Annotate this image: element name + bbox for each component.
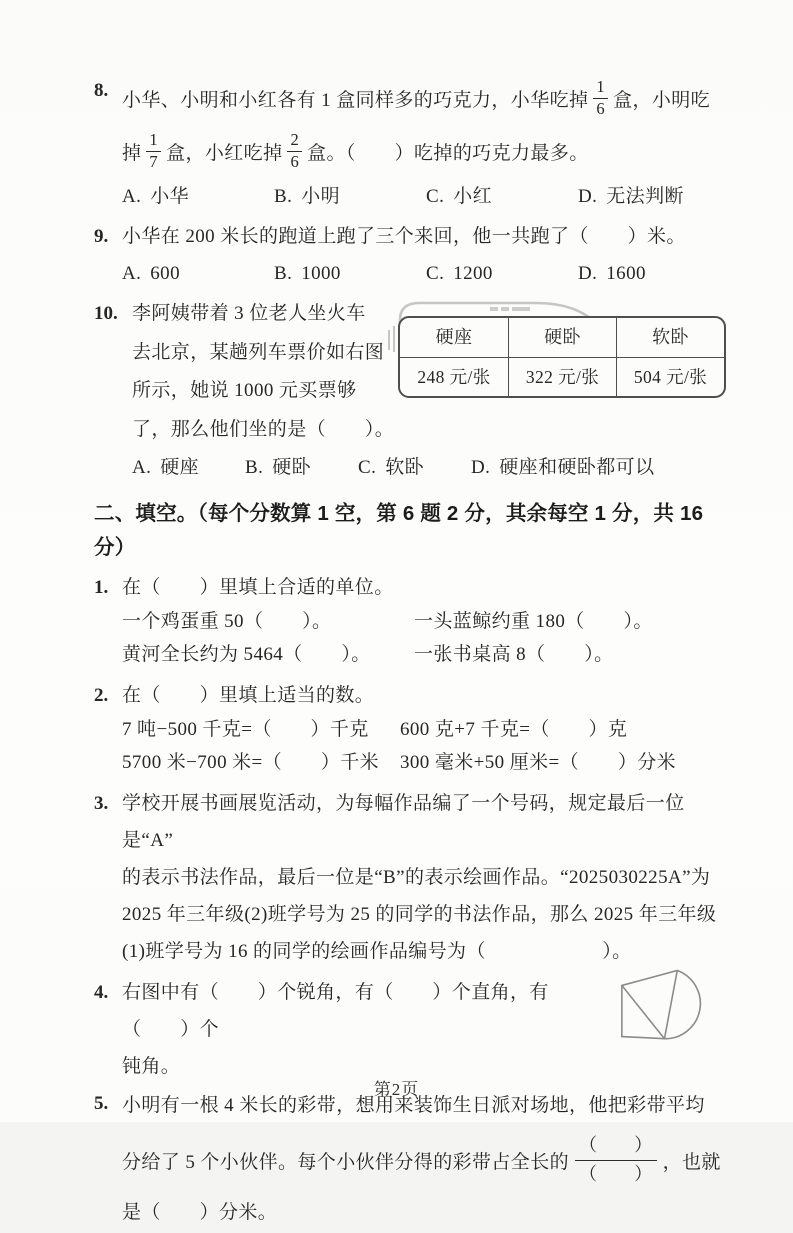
- q9-option-d: D. 1600: [578, 263, 646, 284]
- fill-q5-number: 5.: [94, 1093, 109, 1114]
- q1-whale-blank: 一头蓝鲸约重 180（ ）。: [414, 611, 653, 632]
- q10-option-d: D. 硬座和硬卧都可以: [471, 457, 655, 478]
- q8-option-d: D. 无法判断: [578, 186, 684, 207]
- q3-line-2: 的表示书法作品，最后一位是“B”的表示绘画作品。“2025030225A”为: [122, 867, 711, 888]
- q3-line-3: 2025 年三年级(2)班学号为 25 的同学的书法作品，那么 2025 年三年级: [122, 904, 717, 925]
- fraction-blank: $\frac{( )}{( )}$: [575, 1135, 657, 1185]
- fill-q1-body: [122, 569, 726, 671]
- q4-line-1: 右图中有（ ）个锐角，有（ ）个直角，有（ ）个: [122, 982, 549, 1040]
- question-9-body: [122, 218, 726, 293]
- question-8: [94, 72, 726, 216]
- table-header-hard-seat: 硬座: [435, 327, 473, 347]
- q10-line-1: 李阿姨带着 3 位老人坐火车: [132, 303, 366, 324]
- q10-line-4: 了，那么他们坐的是（ ）。: [132, 418, 395, 440]
- question-10: [94, 295, 726, 487]
- q10-option-b: B. 硬卧: [245, 457, 312, 478]
- q10-option-c: C. 软卧: [358, 457, 425, 478]
- q8-text-1a: 小华、小明和小红各有 1 盒同样多的巧克力，小华吃掉: [122, 90, 589, 111]
- q10-line-3: 所示，她说 1000 元买票够: [132, 380, 357, 401]
- fraction-one-sixth: $\frac{1}{6}$: [593, 78, 608, 119]
- fill-q2-row-1: [122, 714, 726, 747]
- question-8-number: 8.: [94, 80, 109, 101]
- page-content: [94, 72, 726, 1233]
- fill-q1-number: 1.: [94, 577, 109, 598]
- q2-gram-plus-kg: 600 克+7 千克=（ ）克: [400, 719, 628, 740]
- q5-line-2: [122, 1127, 726, 1193]
- q9-option-a: A. 600: [122, 263, 180, 284]
- fill-q1-stem: 在（ ）里填上合适的单位。: [122, 577, 394, 598]
- fill-question-1: [94, 569, 726, 671]
- question-9-number: 9.: [94, 226, 109, 247]
- question-8-line-2: [122, 125, 726, 178]
- fill-question-5: [94, 1085, 726, 1233]
- q8-option-b: B. 小明: [274, 186, 341, 207]
- question-10-options: [132, 449, 726, 487]
- fraction-one-seventh: $\frac{1}{7}$: [146, 131, 161, 172]
- q2-mm-plus-cm: 300 毫米+50 厘米=（ ）分米: [400, 751, 677, 773]
- q10-line-2: 去北京，某趟列车票价如右图: [132, 341, 385, 363]
- q5-line-1: 小明有一根 4 米长的彩带，想用来装饰生日派对场地，他把彩带平均: [122, 1095, 705, 1116]
- question-10-number: 10.: [94, 303, 118, 324]
- question-10-columns: [132, 295, 726, 449]
- fill-q3-number: 3.: [94, 793, 109, 814]
- fill-q2-stem: 在（ ）里填上适当的数。: [122, 685, 375, 706]
- q1-desk-blank: 一张书桌高 8（ ）。: [414, 643, 614, 665]
- q8-option-a: A. 小华: [122, 186, 190, 207]
- fill-q2-row-2: [122, 747, 726, 780]
- question-8-body: [122, 72, 726, 216]
- table-header-soft-sleeper: 软卧: [616, 318, 724, 357]
- fraction-two-sixths: $\frac{2}{6}$: [287, 131, 302, 172]
- section-2-heading: 二、填空。（每个分数算 1 空，第 6 题 2 分，其余每空 1 分，共 16 分）: [94, 502, 704, 559]
- fill-question-3: [94, 785, 726, 970]
- fill-q2-body: [122, 677, 726, 779]
- q2-ton-minus-kg: 7 吨−500 千克=（ ）千克: [122, 719, 369, 740]
- table-price-hard-sleeper: 322 元/张: [508, 357, 616, 396]
- question-9: [94, 218, 726, 293]
- q9-option-c: C. 1200: [426, 263, 493, 284]
- q3-line-1: 学校开展书画展览活动，为每幅作品编了一个号码，规定最后一位是“A”: [122, 793, 685, 851]
- q8-option-c: C. 小红: [426, 186, 493, 207]
- q8-text-2a: 掉: [122, 143, 142, 164]
- q4-line-2: 钝角。: [122, 1056, 181, 1077]
- question-10-body: [132, 295, 726, 487]
- fill-q4-wrap: [122, 974, 726, 1085]
- fill-q2-number: 2.: [94, 685, 109, 706]
- fill-q4-body: [122, 974, 726, 1085]
- fill-q4-text: [122, 974, 604, 1085]
- fill-q1-row-2: [122, 639, 726, 672]
- table-header-hard-sleeper: 硬卧: [508, 318, 616, 357]
- fill-q3-body: [122, 785, 726, 970]
- q3-line-4: (1)班学号为 16 的同学的绘画作品编号为（ ）。: [122, 941, 632, 962]
- question-9-options: [122, 255, 726, 293]
- question-8-line-1: [122, 72, 726, 125]
- ticket-price-panel: [398, 295, 726, 449]
- q5-text-2b: ，也就: [662, 1151, 721, 1173]
- ticket-price-table: [398, 316, 726, 398]
- q5-line-3: 是（ ）分米。: [122, 1202, 278, 1223]
- question-10-text: [132, 295, 398, 449]
- page-number: 第2页: [373, 1080, 420, 1099]
- q5-text-2a: 分给了 5 个小伙伴。每个小伙伴分得的彩带占全长的: [122, 1151, 570, 1173]
- q8-text-2b: 盒，小红吃掉: [166, 143, 283, 164]
- q9-option-b: B. 1000: [274, 263, 341, 284]
- fill-q5-body: [122, 1085, 726, 1233]
- q8-text-1b: 盒，小明吃: [613, 90, 711, 111]
- question-8-options: [122, 178, 726, 216]
- q8-text-2c: 盒。（ ）吃掉的巧克力最多。: [307, 143, 589, 164]
- fill-question-4: [94, 974, 726, 1085]
- fill-q4-number: 4.: [94, 982, 109, 1003]
- question-9-text: 小华在 200 米长的跑道上跑了三个来回，他一共跑了（ ）米。: [122, 226, 686, 247]
- q1-river-blank: 黄河全长约为 5464（ ）。: [122, 643, 371, 665]
- table-price-soft-sleeper: 504 元/张: [616, 357, 724, 396]
- q1-egg-blank: 一个鸡蛋重 50（ ）。: [122, 611, 332, 632]
- fill-q1-row-1: [122, 606, 726, 639]
- table-price-hard-seat: 248 元/张: [400, 357, 508, 396]
- angles-diagram: [604, 962, 726, 1060]
- q2-meter-minus-meter: 5700 米−700 米=（ ）千米: [122, 751, 380, 773]
- q10-option-a: A. 硬座: [132, 457, 200, 478]
- fill-question-2: [94, 677, 726, 779]
